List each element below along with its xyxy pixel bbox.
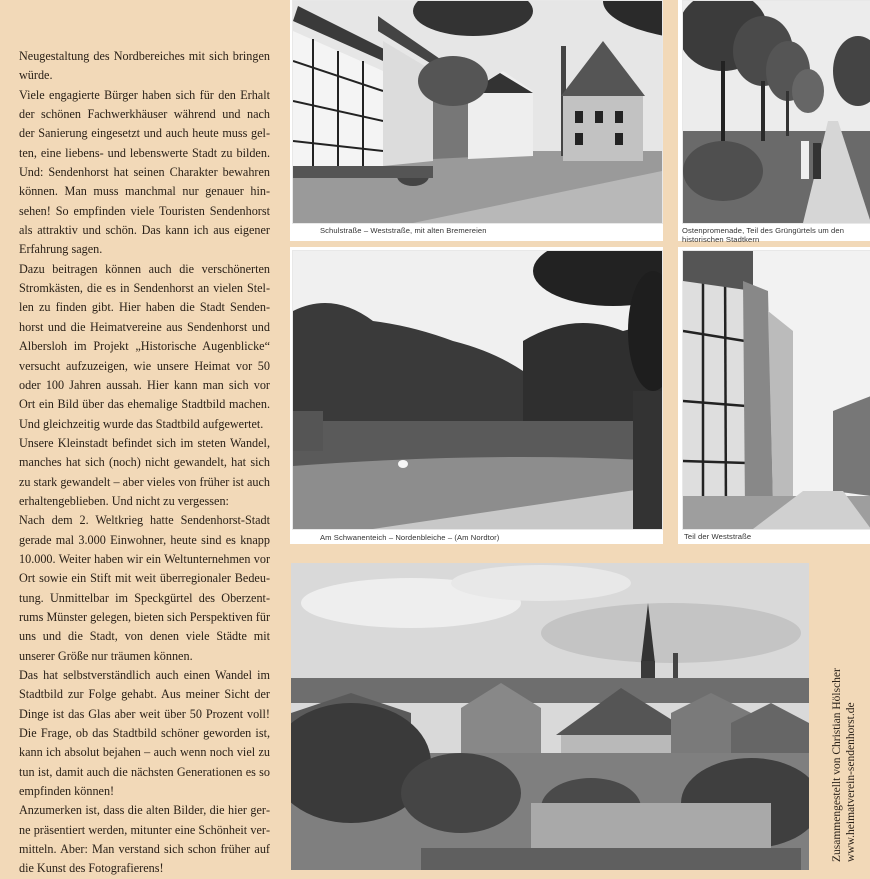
- credit-website: www.heimatverein-sendenhorst.de: [845, 702, 857, 862]
- photo-caption: Am Schwanenteich – Nordenbleiche – (Am Nordtor): [320, 533, 500, 542]
- paragraph: Anzumerken ist, dass die alten Bilder, die hier gerne präsentiert werden, mitunter eine Schönheit vermitteln. Aber: Man verstand sich schon früher auf die Kunst des Fotografierens!: [19, 803, 270, 876]
- photo-ostenpromenade: [682, 0, 870, 224]
- photo-caption: Teil der Weststraße: [684, 532, 752, 541]
- paragraph: Das hat selbstverständlich auch einen Wandel im Stadtbild zur Folge gehabt. Aus meiner Sicht der Dinge ist das Glas aber weit über 50 Prozent voll! Die Frage, ob das Stadtbild schöner geworden ist, kann ich absolut bejahen – auch wenn noch viel zu tun ist, damit auch die nächsten Generationen es so empfinden können!: [19, 668, 270, 799]
- photo-caption: Schulstraße – Weststraße, mit alten Bremereien: [320, 226, 487, 235]
- paragraph: Dazu beitragen können auch die verschönerten Stromkästen, die es in Sendenhorst an vielen Stellen zu finden gibt. Hier haben die Stadt Sendenhorst und die Heimatvereine aus Sendenhorst und Albersloh im Projekt „Historische Augenblicke“ versucht aufzuzeigen, wie unsere Heimat vor 50 oder 100 Jahren aussah. Hier kann man sich vor Ort ein Bild über das ehemalige Stadtbild machen. Und gleichzeitig wurde das Stadtbild aufgewertet.: [19, 261, 270, 431]
- article-text: [19, 47, 270, 879]
- credit-text: [830, 668, 858, 862]
- photo-panorama: [291, 563, 809, 870]
- photo-schwanenteich: [292, 250, 663, 530]
- paragraph: Neugestaltung des Nordbereiches mit sich bringen würde.: [19, 49, 270, 83]
- credit-author: Zusammengestellt von Christian Hölscher: [831, 668, 843, 862]
- paragraph: Unsere Kleinstadt befindet sich im steten Wandel, manches hat sich (noch) nicht gewandelt, hat sich zu stark gewandelt – aber vieles von früher ist auch erhaltengeblieben. Und nicht zu vergessen:: [19, 435, 270, 508]
- paragraph: Nach dem 2. Weltkrieg hatte Sendenhorst-Stadt gerade mal 3.000 Einwohner, heute sind es knapp 10.000. Weiter haben wir ein Weltunternehmen vor Ort sowie ein Stift mit weit überregionaler Bedeutung. Unmittelbar im Speckgürtel des Oberzentrums Münster gelegen, bieten sich Perspektiven für uns und die Stadt, von denen viele Städte mit unserer Größe nur träumen können.: [19, 513, 270, 663]
- paragraph: Viele engagierte Bürger haben sich für den Erhalt der schönen Fachwerkhäuser während und nach der Sanierung eingesetzt und auch heute muss gelten, eine liebens- und lebenswerte Stadt zu bilden. Und: Sendenhorst hat seinen Charakter bewahren können. Man muss manchmal nur genauer hinsehen! So empfinden viele Touristen Sendenhorst als attraktiv und schön. Das kann ich aus eigener Erfahrung sagen.: [19, 87, 270, 257]
- photo-weststrasse: [682, 250, 870, 530]
- photo-caption: Ostenpromenade, Teil des Grüngürtels um den historischen Stadtkern: [682, 226, 845, 244]
- photo-schulstrasse: [292, 0, 663, 224]
